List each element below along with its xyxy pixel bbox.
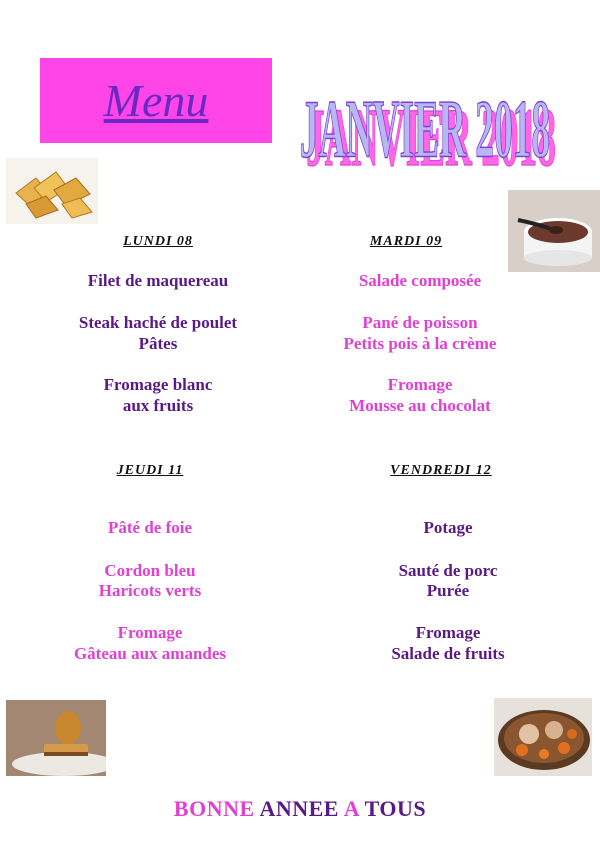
- menu-title: Menu: [103, 75, 209, 126]
- month-title-shadow: JANVIER 2018: [306, 91, 556, 182]
- jeudi-dish-4: Fromage: [117, 623, 183, 642]
- jeudi-dish-3: Haricots verts: [98, 581, 202, 600]
- footer-word-annee: ANNEE: [259, 796, 339, 821]
- footer-greeting: [0, 796, 600, 822]
- mardi-dish-4: Fromage: [387, 375, 453, 394]
- lundi-dish-1: Filet de maquereau: [87, 271, 229, 290]
- pasta-photo: [6, 158, 98, 224]
- vendredi-dish-2: Sauté de porc: [398, 561, 498, 580]
- mardi-dish-3: Petits pois à la crème: [343, 334, 497, 353]
- mardi-dish-2: Pané de poisson: [362, 313, 478, 332]
- day-heading-jeudi: JEUDI 11: [116, 463, 184, 478]
- footer-word-tous: TOUS: [364, 796, 427, 821]
- month-title-text: JANVIER 2018: [300, 82, 550, 175]
- jeudi-dish-5: Gâteau aux amandes: [73, 644, 227, 663]
- mardi-dish-5: Mousse au chocolat: [349, 396, 491, 415]
- lundi-dish-5: aux fruits: [122, 396, 194, 415]
- mardi-dish-1: Salade composée: [358, 271, 482, 290]
- cake-slice-photo: [6, 700, 106, 776]
- vendredi-dish-5: Salade de fruits: [391, 644, 505, 663]
- footer-word-a: A: [343, 796, 359, 821]
- footer-word-bonne: BONNE: [173, 796, 255, 821]
- menu-title-box: [40, 58, 272, 143]
- jeudi-dish-1: Pâté de foie: [107, 518, 193, 537]
- day-heading-lundi: LUNDI 08: [123, 234, 193, 249]
- vendredi-dish-4: Fromage: [415, 623, 481, 642]
- lundi-dish-3: Pâtes: [138, 334, 178, 353]
- vendredi-dish-3: Purée: [426, 581, 470, 600]
- month-title: [290, 62, 560, 182]
- lundi-dish-2: Steak haché de poulet: [78, 313, 238, 332]
- vendredi-dish-1: Potage: [423, 518, 473, 537]
- lundi-dish-4: Fromage blanc: [103, 375, 213, 394]
- jeudi-dish-2: Cordon bleu: [104, 561, 196, 580]
- day-heading-vendredi: VENDREDI 12: [390, 463, 492, 478]
- stew-photo: [494, 698, 592, 776]
- day-heading-mardi: MARDI 09: [369, 234, 443, 249]
- chocolate-mousse-photo: [508, 190, 600, 272]
